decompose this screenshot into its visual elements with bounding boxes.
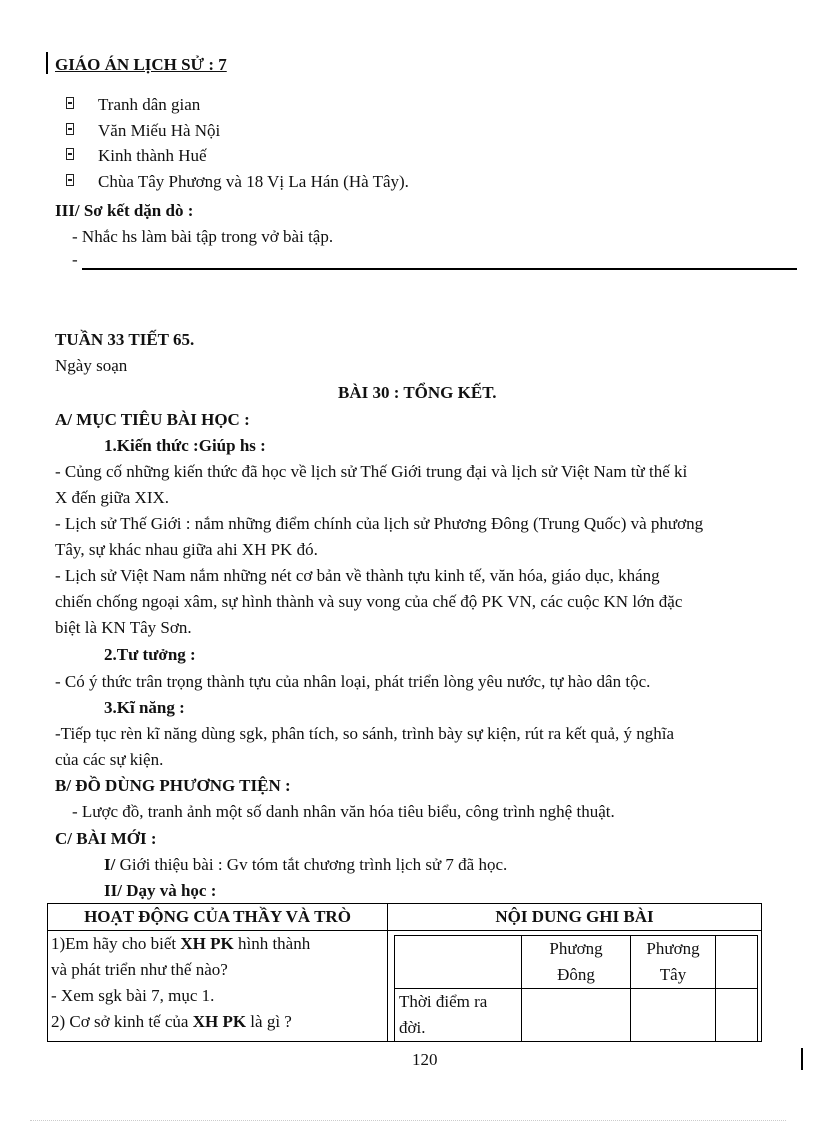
section-c-title: C/ BÀI MỚI : [55, 829, 157, 848]
knowledge-line: - Lịch sử Thế Giới : nắm những điểm chính của lịch sử Phương Đông (Trung Quốc) và phương [55, 514, 704, 533]
knowledge-line: chiến chống ngoại xâm, sự hình thành và suy vong của chế độ PK VN, các cuộc KN lớn đặc [55, 592, 683, 611]
question-1-reference: - Xem sgk bài 7, mục 1. [51, 986, 215, 1005]
bullet-icon [66, 174, 74, 186]
knowledge-line: X đến giữa XIX. [55, 488, 170, 507]
comparison-header-east: Phương Đông [522, 936, 631, 989]
lesson-table [47, 903, 762, 1042]
section-b-title: B/ ĐỒ DÙNG PHƯƠNG TIỆN : [55, 776, 291, 795]
comparison-cell-west [631, 989, 716, 1042]
knowledge-title: 1.Kiến thức :Giúp hs : [104, 436, 266, 455]
comparison-cell-east [522, 989, 631, 1042]
section-a-title: A/ MỤC TIÊU BÀI HỌC : [55, 410, 250, 429]
table-header-content: NỘI DUNG GHI BÀI [388, 904, 762, 931]
knowledge-line: - Củng cố những kiến thức đã học về lịch sử Thế Giới trung đại và lịch sử Việt Nam từ thế kỉ [55, 462, 688, 481]
thought-line: - Có ý thức trân trọng thành tựu của nhân loại, phát triển lòng yêu nước, tự hào dân tộc. [55, 672, 651, 691]
thought-title: 2.Tư tưởng : [104, 645, 196, 664]
bullet-icon [66, 148, 74, 160]
intro-text: Giới thiệu bài : Gv tóm tắt chương trình lịch sử 7 đã học. [115, 855, 508, 874]
skill-title: 3.Kĩ năng : [104, 698, 185, 717]
bullet-item: Văn Miếu Hà Nội [98, 121, 221, 140]
question-1-cont: và phát triển như thế nào? [51, 960, 228, 979]
section-3-item: - [72, 250, 78, 269]
content-cell [388, 931, 762, 1042]
comparison-header-west: Phương Tây [631, 936, 716, 989]
bullet-icon [66, 97, 74, 109]
date-label: Ngày soạn [55, 356, 128, 375]
page-bottom-edge [30, 1120, 786, 1121]
comparison-row-label: Thời điểm ra đời. [395, 989, 522, 1042]
teach-title: II/ Dạy và học : [104, 881, 217, 900]
section-3-title: III/ Sơ kết dặn dò : [55, 201, 194, 220]
skill-line: của các sự kiện. [55, 750, 164, 769]
knowledge-line: - Lịch sử Việt Nam nắm những nét cơ bản về thành tựu kinh tế, văn hóa, giáo dục, kháng [55, 566, 660, 585]
bullet-icon [66, 123, 74, 135]
table-header-activities: HOẠT ĐỘNG CỦA THẦY VÀ TRÒ [48, 904, 388, 931]
bullet-item: Chùa Tây Phương và 18 Vị La Hán (Hà Tây). [98, 172, 409, 191]
intro-line [104, 855, 507, 875]
question-2: 2) Cơ sở kinh tế của XH PK là gì ? [51, 1012, 292, 1031]
activities-cell [48, 931, 388, 1042]
comparison-table [394, 935, 758, 1041]
lesson-title: BÀI 30 : TỔNG KẾT. [338, 383, 497, 402]
skill-line: -Tiếp tục rèn kĩ năng dùng sgk, phân tích, so sánh, trình bày sự kiện, rút ra kết quả, ý nghĩa [55, 724, 675, 743]
bullet-item: Kinh thành Huế [98, 146, 207, 165]
bullet-item: Tranh dân gian [98, 95, 201, 114]
header-margin-bar [46, 52, 48, 74]
question-1: 1)Em hãy cho biết XH PK hình thành [51, 934, 311, 953]
section-3-item: - Nhắc hs làm bài tập trong vở bài tập. [72, 227, 334, 246]
knowledge-line: Tây, sự khác nhau giữa ahi XH PK đó. [55, 540, 318, 559]
week-period: TUẦN 33 TIẾT 65. [55, 330, 195, 349]
section-divider [82, 268, 797, 270]
comparison-corner [395, 936, 522, 989]
page-number: 120 [412, 1050, 438, 1069]
intro-label: I/ [104, 855, 116, 874]
footer-margin-bar [801, 1048, 803, 1070]
comparison-cell-extra [716, 989, 758, 1042]
comparison-extra [716, 936, 758, 989]
page-header-title: GIÁO ÁN LỊCH SỬ : 7 [55, 55, 227, 74]
section-b-line: - Lược đồ, tranh ảnh một số danh nhân văn hóa tiêu biểu, công trình nghệ thuật. [72, 802, 615, 821]
knowledge-line: biệt là KN Tây Sơn. [55, 618, 192, 637]
